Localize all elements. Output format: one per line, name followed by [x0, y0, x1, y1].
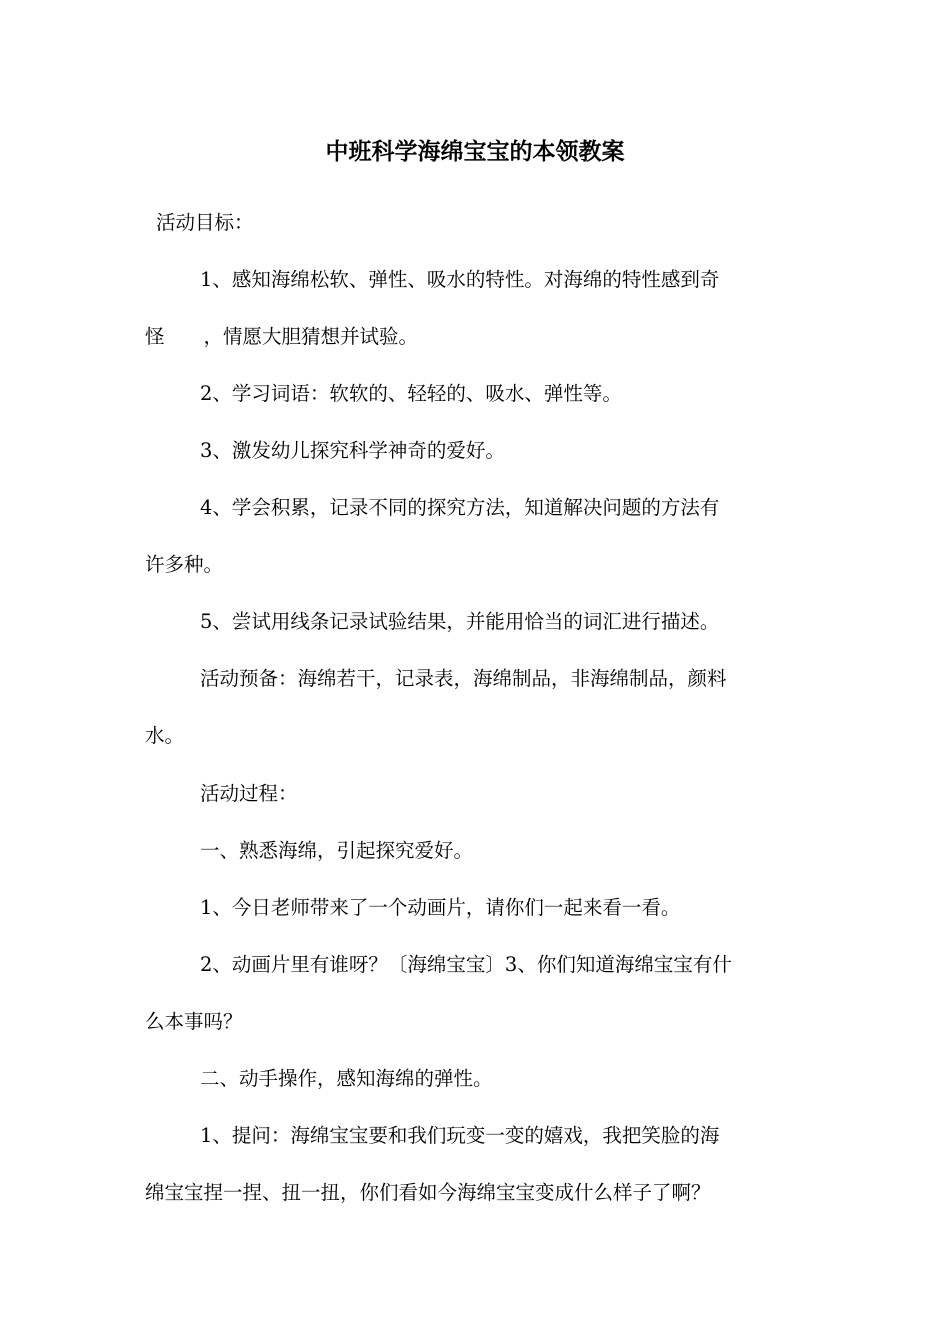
- paragraph-line: 1、提问：海绵宝宝要和我们玩变一变的嬉戏，我把笑脸的海: [200, 1124, 720, 1147]
- paragraph-line: 水。: [145, 724, 185, 747]
- paragraph-line: 5、尝试用线条记录试验结果，并能用恰当的词汇进行描述。: [200, 610, 720, 633]
- paragraph-line: 一、熟悉海绵，引起探究爱好。: [200, 839, 474, 862]
- document-title: 中班科学海绵宝宝的本领教案: [325, 138, 625, 165]
- paragraph-line: 么本事吗？: [145, 1010, 243, 1033]
- section-heading-process: 活动过程：: [200, 782, 298, 805]
- paragraph-line: 许多种。: [145, 553, 224, 576]
- paragraph-line: 绵宝宝捏一捏、扭一扭，你们看如今海绵宝宝变成什么样子了啊？: [145, 1181, 711, 1204]
- paragraph-line: 怪 ，情愿大胆猜想并试验。: [145, 325, 419, 348]
- paragraph-line: 3、激发幼儿探究科学神奇的爱好。: [200, 439, 505, 462]
- paragraph-line: 4、学会积累，记录不同的探究方法，知道解决问题的方法有: [200, 496, 720, 519]
- paragraph-line: 1、今日老师带来了一个动画片，请你们一起来看一看。: [200, 896, 681, 919]
- paragraph-line: 二、动手操作，感知海绵的弹性。: [200, 1067, 493, 1090]
- paragraph-line: 2、动画片里有谁呀？〔海绵宝宝〕3、你们知道海绵宝宝有什: [200, 953, 732, 976]
- paragraph-line: 2、学习词语：软软的、轻轻的、吸水、弹性等。: [200, 382, 622, 405]
- paragraph-line-materials: 活动预备：海绵若干，记录表，海绵制品，非海绵制品，颜料: [200, 667, 727, 690]
- section-heading-goals: 活动目标：: [156, 211, 254, 234]
- paragraph-line: 1、感知海绵松软、弹性、吸水的特性。对海绵的特性感到奇: [200, 268, 720, 291]
